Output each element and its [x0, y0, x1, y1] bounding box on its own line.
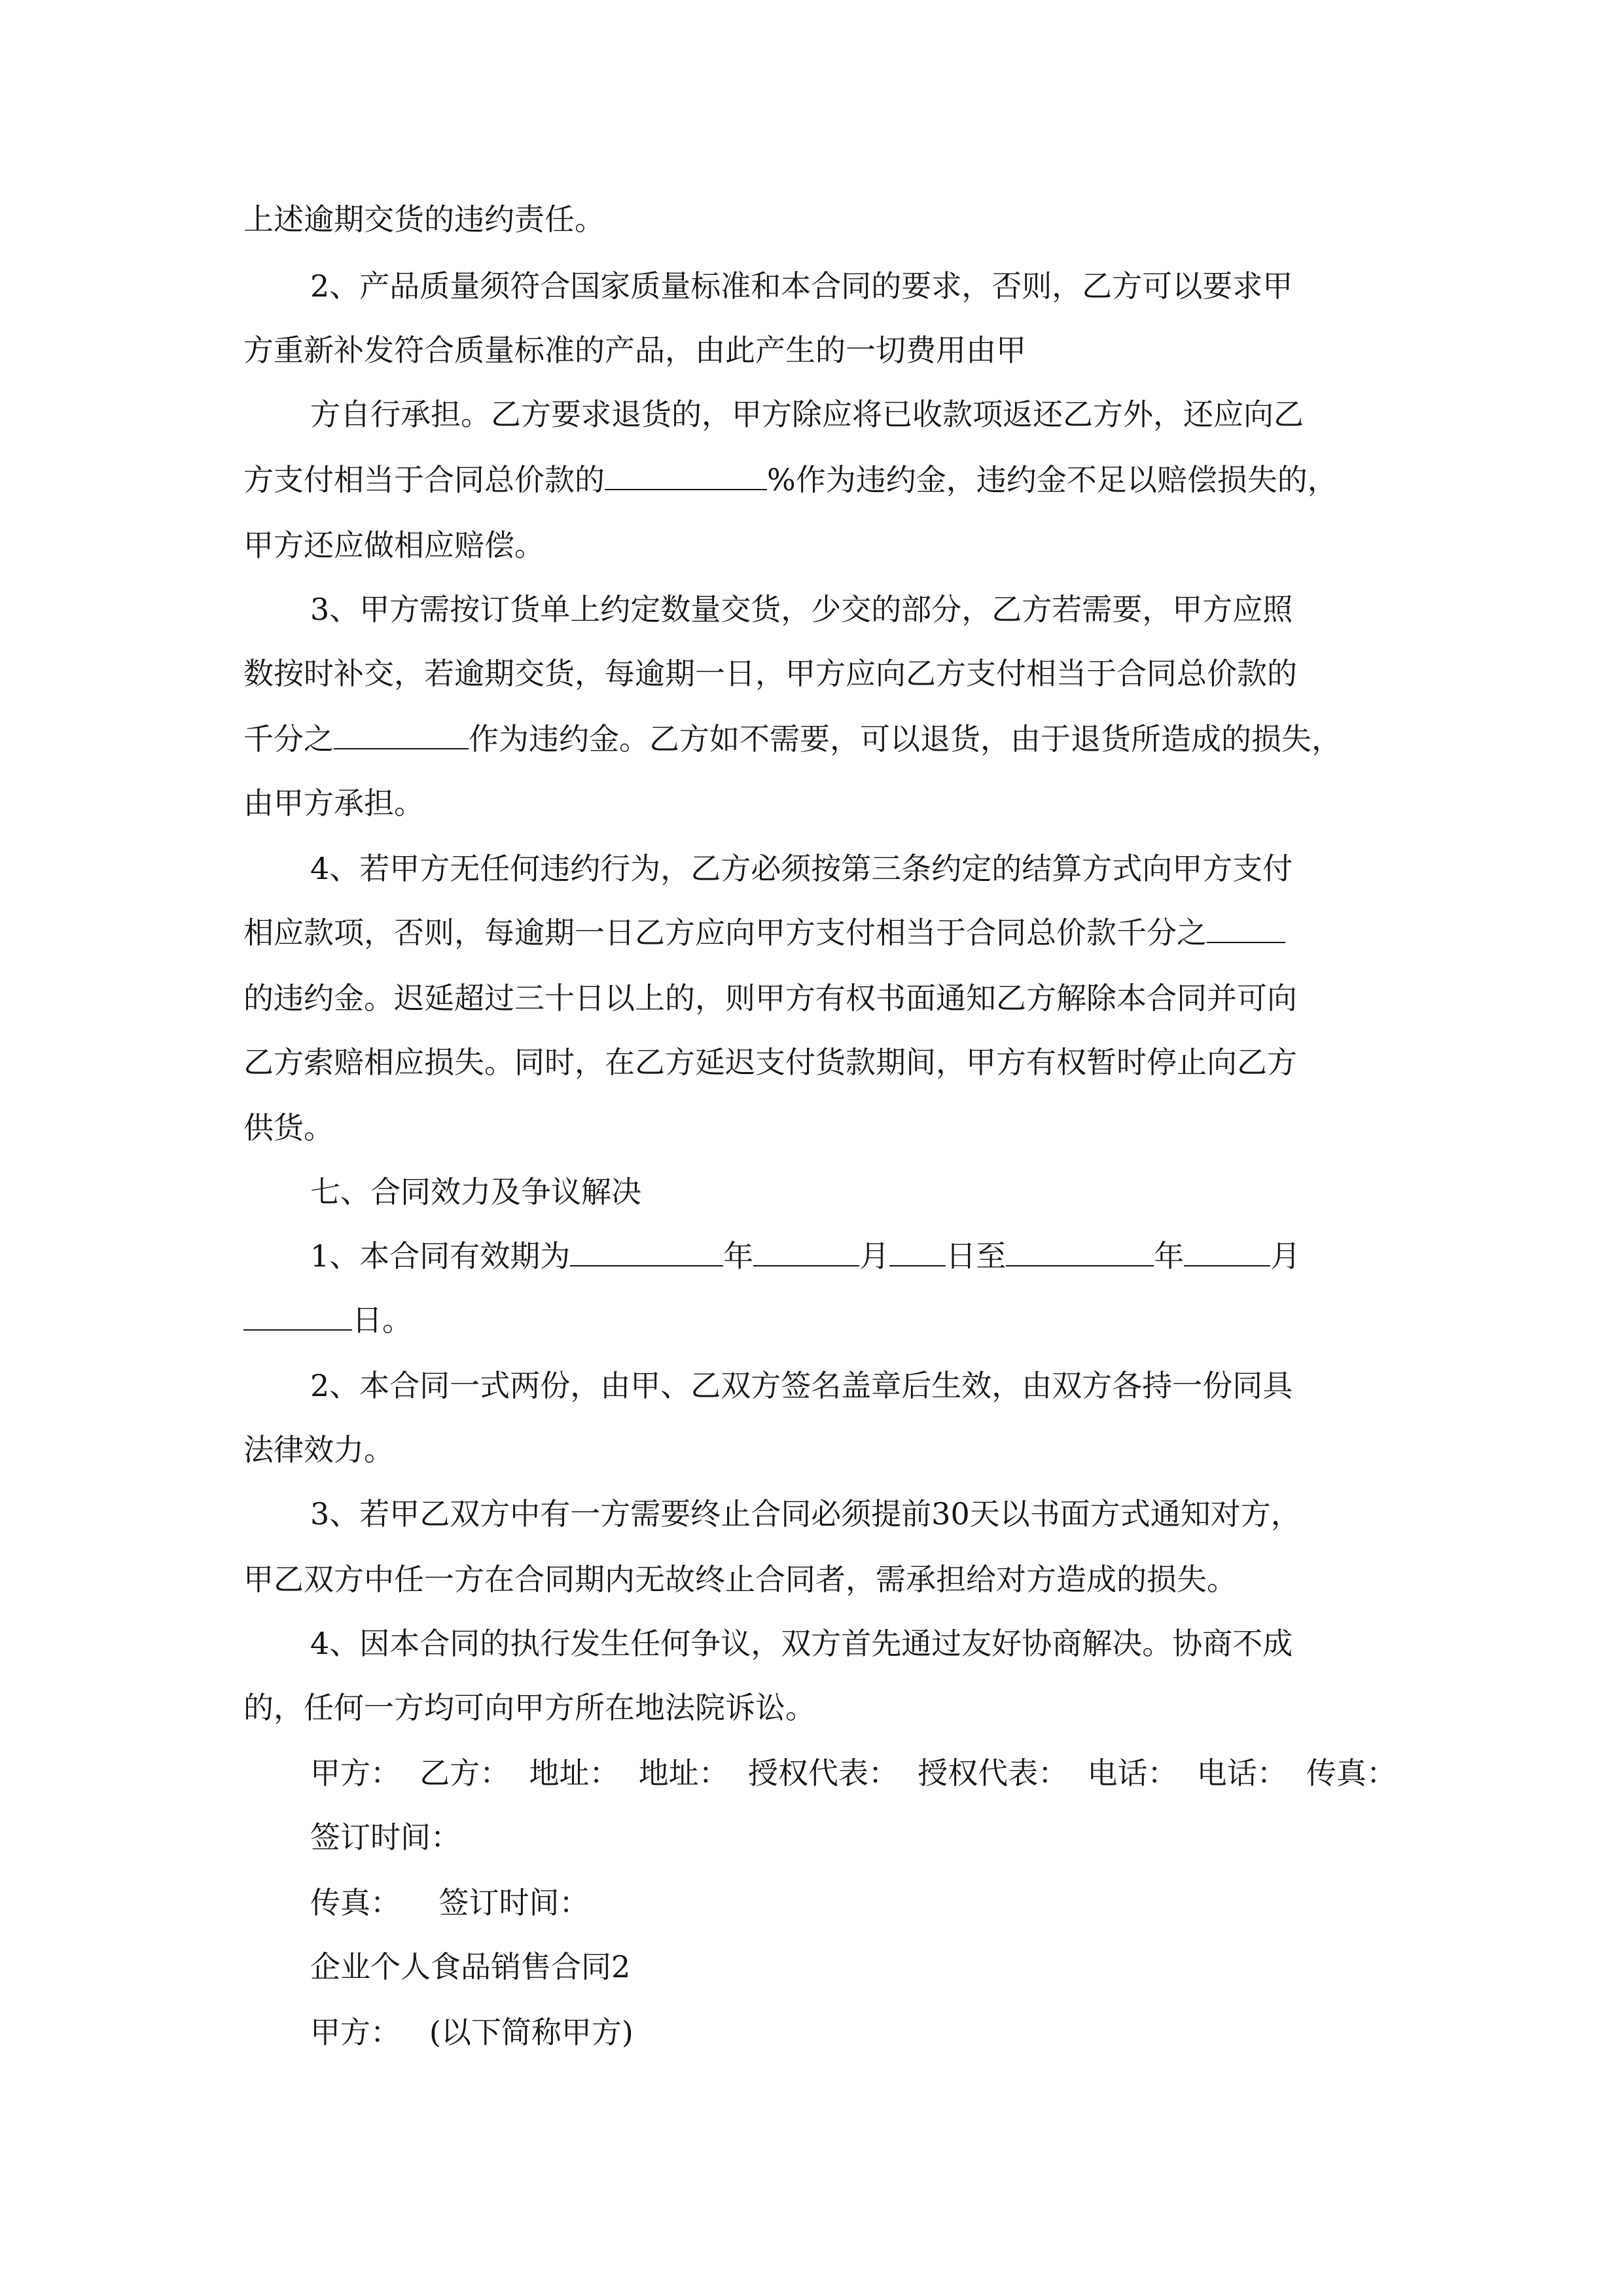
fill-in-blank	[243, 1300, 352, 1331]
text-line-15	[243, 1108, 1382, 1147]
fill-in-blank	[1207, 913, 1285, 943]
text-span: 乙方索赔相应损失。同时，在乙方延迟支付货款期间，甲方有权暂时停止向乙方	[243, 1045, 1297, 1080]
fill-in-blank	[570, 1236, 723, 1266]
text-span: 1、本合同有效期为	[310, 1238, 571, 1274]
text-span: 4、因本合同的执行发生任何争议，双方首先通过友好协商解决。协商不成	[310, 1626, 1293, 1661]
text-line-10	[243, 783, 1382, 823]
text-span: 由甲方承担。	[243, 785, 424, 821]
text-span: 数按时补交，若逾期交货，每逾期一日，甲方应向乙方支付相当于合同总价款的	[243, 656, 1297, 691]
text-span: 企业个人食品销售合同2	[310, 1949, 631, 1984]
text-span: 3、甲方需按订货单上约定数量交货，少交的部分，乙方若需要，甲方应照	[310, 592, 1293, 627]
fill-in-blank	[334, 719, 469, 749]
fax-signing-time	[310, 1883, 1449, 1922]
text-span: 法律效力。	[243, 1432, 394, 1467]
text-span: 的，任何一方均可向甲方所在地法院诉讼。	[243, 1690, 815, 1725]
text-line-4	[310, 395, 1449, 434]
text-line-18	[310, 1366, 1449, 1405]
text-span: 千分之	[243, 721, 334, 757]
text-span: 供货。	[243, 1110, 334, 1145]
section-heading	[310, 1172, 1449, 1211]
text-span: 签订时间：	[310, 1820, 461, 1855]
text-span: 传真： 签订时间：	[310, 1885, 590, 1920]
text-span: 月	[1270, 1238, 1301, 1274]
text-span: 七、合同效力及争议解决	[310, 1174, 641, 1210]
text-line-13	[243, 978, 1382, 1018]
text-span: 年	[1154, 1238, 1185, 1274]
text-line-5	[243, 460, 1382, 499]
text-span: 日。	[352, 1302, 412, 1338]
text-span: 日至	[946, 1238, 1007, 1274]
fill-in-blank	[1006, 1236, 1154, 1266]
text-line-14	[243, 1043, 1382, 1082]
text-line-20	[310, 1494, 1449, 1534]
text-line-22	[310, 1624, 1449, 1663]
text-span: 甲方还应做相应赔偿。	[243, 528, 544, 563]
fill-in-blank	[889, 1236, 946, 1266]
text-line-2	[310, 266, 1449, 306]
text-line-23	[243, 1688, 1382, 1727]
text-span: 甲方： (以下简称甲方)	[310, 2015, 633, 2050]
text-line-12	[243, 913, 1382, 952]
party-a-line	[310, 2013, 1449, 2052]
text-span: 4、若甲方无任何违约行为，乙方必须按第三条约定的结算方式向甲方支付	[310, 851, 1293, 886]
fill-in-blank	[605, 460, 767, 490]
signature-fields	[310, 1753, 1449, 1793]
text-span: 2、本合同一式两份，由甲、乙双方签名盖章后生效，由双方各持一份同具	[310, 1368, 1293, 1403]
text-span: 方支付相当于合同总价款的	[243, 462, 605, 497]
text-line-17	[243, 1300, 1382, 1340]
text-line-8	[243, 654, 1382, 693]
text-line-16	[310, 1236, 1449, 1276]
text-line-1	[243, 200, 1382, 239]
text-span: 2、产品质量须符合国家质量标准和本合同的要求，否则，乙方可以要求甲	[310, 268, 1293, 304]
text-line-9	[243, 719, 1382, 759]
text-line-19	[243, 1430, 1382, 1469]
text-line-6	[243, 526, 1382, 565]
text-span: 相应款项，否则，每逾期一日乙方应向甲方支付相当于合同总价款千分之	[243, 915, 1207, 950]
text-span: 年	[723, 1238, 754, 1274]
signing-time-label	[310, 1818, 1449, 1857]
text-span: 的违约金。迟延超过三十日以上的，则甲方有权书面通知乙方解除本合同并可向	[243, 980, 1297, 1016]
text-span: 甲乙双方中任一方在合同期内无故终止合同者，需承担给对方造成的损失。	[243, 1562, 1237, 1597]
text-span: 作为违约金。乙方如不需要，可以退货，由于退货所造成的损失，	[469, 721, 1342, 757]
text-line-11	[310, 849, 1449, 888]
text-span: 方重新补发符合质量标准的产品，由此产生的一切费用由甲	[243, 332, 1026, 368]
fill-in-blank	[1184, 1236, 1270, 1266]
text-line-3	[243, 331, 1382, 370]
contract-title	[310, 1947, 1449, 1986]
text-line-7	[310, 590, 1449, 629]
text-line-21	[243, 1560, 1382, 1599]
text-span: 3、若甲乙双方中有一方需要终止合同必须提前30天以书面方式通知对方，	[310, 1496, 1301, 1532]
fill-in-blank	[753, 1236, 859, 1266]
text-span: %作为违约金，违约金不足以赔偿损失的，	[767, 462, 1338, 497]
text-span: 甲方： 乙方： 地址： 地址： 授权代表： 授权代表： 电话： 电话： 传真：	[310, 1755, 1397, 1791]
text-span: 月	[859, 1238, 890, 1274]
text-span: 上述逾期交货的违约责任。	[243, 202, 605, 237]
text-span: 方自行承担。乙方要求退货的，甲方除应将已收款项返还乙方外，还应向乙	[310, 397, 1304, 432]
